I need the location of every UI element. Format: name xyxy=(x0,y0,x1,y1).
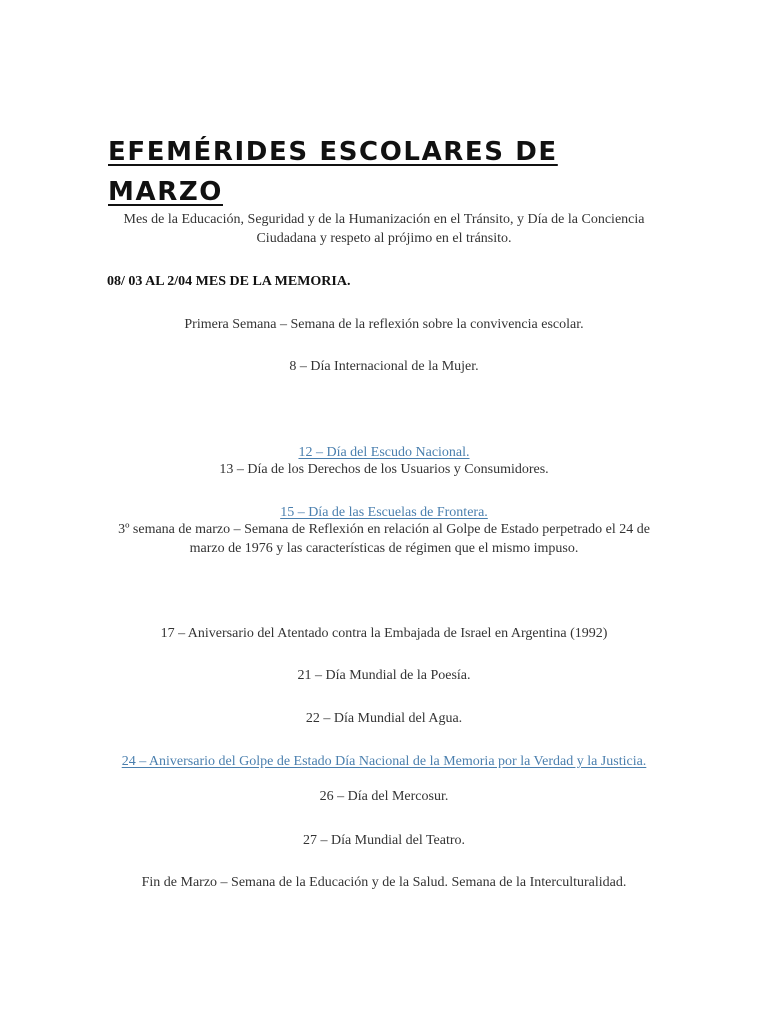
subtitle: Mes de la Educación, Seguridad y de la Humanización en el Tránsito, y Día de la Conciencia Ciudadana y respeto al prójimo en el tránsito. xyxy=(123,212,645,246)
link-golpe-estado[interactable]: 24 – Aniversario del Golpe de Estado Día Nacional de la Memoria por la Verdad y la Justicia. xyxy=(121,754,647,769)
entry-dia-mujer: 8 – Día Internacional de la Mujer. xyxy=(289,359,479,374)
entry-golpe-estado-link[interactable] xyxy=(100,752,668,771)
entry-tercera-semana: 3º semana de marzo – Semana de Reflexión en relación al Golpe de Estado perpetrado el 24 de marzo de 1976 y las características de régimen que el mismo impuso. xyxy=(118,522,650,556)
memory-heading: 08/ 03 AL 2/04 MES DE LA MEMORIA. xyxy=(107,274,351,289)
entry-dia-mercosur: 26 – Día del Mercosur. xyxy=(319,789,449,804)
entry-dia-poesia: 21 – Día Mundial de la Poesía. xyxy=(297,668,471,683)
entry-dia-agua: 22 – Día Mundial del Agua. xyxy=(305,711,463,726)
entry-fin-de-marzo: Fin de Marzo – Semana de la Educación y de la Salud. Semana de la Interculturalidad. xyxy=(141,875,627,890)
entry-atentado-embajada: 17 – Aniversario del Atentado contra la Embajada de Israel en Argentina (1992) xyxy=(160,626,608,641)
page-title: EFEMÉRIDES ESCOLARES DE MARZO xyxy=(108,137,558,207)
entry-primera-semana: Primera Semana – Semana de la reflexión sobre la convivencia escolar. xyxy=(184,317,584,332)
entry-derechos-usuarios: 13 – Día de los Derechos de los Usuarios y Consumidores. xyxy=(219,462,549,477)
link-escuelas-frontera[interactable]: 15 – Día de las Escuelas de Frontera. xyxy=(280,505,488,520)
entry-dia-teatro: 27 – Día Mundial del Teatro. xyxy=(302,833,466,848)
link-dia-escudo[interactable]: 12 – Día del Escudo Nacional. xyxy=(298,445,470,460)
